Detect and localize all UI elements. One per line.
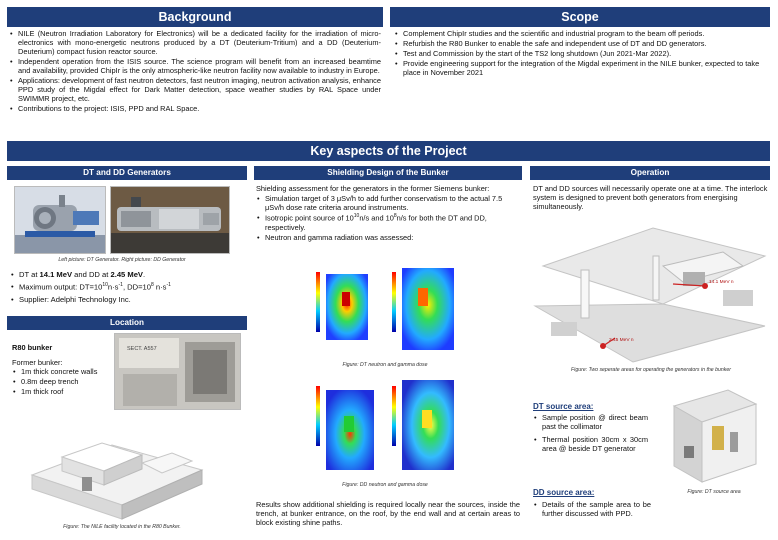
scope-bullet: • Provide engineering support for the integration of the Migdal experiment in the NILE bunker, expected to take place in November 2021	[394, 59, 768, 77]
generators-specs	[10, 270, 245, 305]
output-text: , DD=10	[122, 282, 152, 292]
operation-text: DT and DD sources will necessarily operate one at a time. The interlock system is designed to prevent both generators from energising simultaneously.	[533, 184, 768, 212]
energy-text: .	[143, 270, 146, 279]
bunker-photo-label: SECT. A557	[127, 346, 157, 352]
location-item: • 1m thick concrete walls	[12, 367, 112, 376]
location-item: • 1m thick roof	[12, 387, 112, 396]
dd-generator-photo	[110, 186, 230, 254]
background-header: Background	[7, 7, 383, 27]
dt-area-item: • Sample position @ direct beam past the collimator	[533, 413, 648, 431]
output-exp: -1	[166, 282, 171, 289]
output-text: n·s	[107, 282, 119, 292]
location-caption: Figure: The NILE facility located in the R80 Bunker.	[63, 524, 181, 530]
dt-area-caption: Figure: DT source area	[687, 489, 741, 495]
dd-energy: 2.45 MeV	[110, 270, 143, 279]
dd-gamma-dose-map	[388, 376, 456, 474]
dt-energy: 14.1 MeV	[39, 270, 73, 279]
dt-source-render	[668, 386, 760, 486]
background-bullet: • NILE (Neutron Irradiation Laboratory for Electronics) will be a dedicated facility for the irradiation of micro-electronics with mono-energetic neutrons produced by a DT (Deuterium-Tritium) and a DD (Deuterium-Deuterium) compact fusion reactor source.	[9, 29, 381, 56]
output-text: Maximum output: DT=10	[19, 282, 103, 292]
location-header: Location	[7, 316, 247, 330]
output-bullet	[10, 282, 245, 292]
scope-text	[394, 29, 768, 78]
shielding-text	[256, 184, 518, 243]
dt-area-title: DT source area:	[533, 402, 594, 411]
former-label: Former bunker:	[12, 358, 63, 368]
dd-dose-caption: Figure: DD neutron and gamma dose	[342, 482, 428, 488]
scope-header: Scope	[390, 7, 770, 27]
shielding-text: n/s for both the DT and DD, respectively.	[265, 213, 487, 232]
dt-dose-caption: Figure: DT neutron and gamma dose	[342, 362, 428, 368]
output-exp: 8	[151, 282, 154, 289]
output-text: n·s	[153, 282, 167, 292]
dt-gamma-dose-map	[388, 262, 456, 358]
shielding-results: Results show additional shielding is required locally near the sources, inside the trench, at bunker entrance, on the roof, by the end wall and at certain areas to block existing shine paths.	[256, 500, 520, 528]
location-item: • 0.8m deep trench	[12, 377, 112, 386]
dd-source-area	[533, 488, 651, 519]
dd-neutron-dose-map	[312, 376, 376, 474]
shielding-header: Shielding Design of the Bunker	[254, 166, 522, 180]
dt-neutron-dose-map	[312, 262, 372, 358]
dd-area-item: • Details of the sample area to be further discussed with PPD.	[533, 500, 651, 518]
output-exp: 10	[102, 282, 108, 289]
background-bullet: • Independent operation from the ISIS source. The science program will benefit from an increased beamtime and availability, provided ChipIr is the only atmospheric-like neutron facility now available to industry in Europe.	[9, 57, 381, 75]
dt-generator-photo	[14, 186, 106, 254]
bunker-photo	[114, 333, 241, 410]
output-exp: -1	[118, 282, 123, 289]
dt-source-area	[533, 402, 648, 454]
operation-layout-render	[533, 226, 769, 364]
energy-text: and DD at	[72, 270, 111, 279]
shielding-exp: 8	[393, 213, 397, 220]
background-bullet: • Contributions to the project: ISIS, PPD and RAL Space.	[9, 104, 381, 113]
key-aspects-header: Key aspects of the Project	[7, 141, 770, 161]
r80-title: R80 bunker	[12, 343, 53, 352]
generators-caption: Left picture: DT Generator. Right picture: DD Generator	[58, 257, 186, 263]
background-bullet: • Applications: development of fast neutron detectors, fast neutron imaging, neutron activation analysis, enhance PPD study of the Migdal effect for Dark Matter detection, space weather studies by RAL Space under SWIMMR project, etc.	[9, 76, 381, 103]
energy-bullet	[10, 270, 245, 279]
supplier-bullet: • Supplier: Adelphi Technology Inc.	[10, 295, 245, 304]
dd-area-title: DD source area:	[533, 488, 595, 497]
operation-header: Operation	[530, 166, 770, 180]
dd-beam-label: 2.45 MeV n	[609, 338, 634, 343]
operation-caption: Figure: Two seperate areas for operating the generators in the bunker	[571, 367, 731, 373]
scope-bullet: • Test and Commission by the start of the TS2 long shutdown (Jun 2021-Mar 2022).	[394, 49, 768, 58]
nile-3d-render	[22, 415, 212, 521]
energy-text: DT at	[19, 270, 40, 279]
shielding-intro: Shielding assessment for the generators in the former Siemens bunker:	[256, 184, 490, 193]
shielding-bullet	[256, 213, 518, 232]
dt-beam-label: 14.1 MeV n	[709, 280, 734, 285]
shielding-text: n/s and 10	[359, 213, 394, 223]
location-text	[12, 343, 112, 397]
generators-header: DT and DD Generators	[7, 166, 247, 180]
shielding-bullet: • Simulation target of 3 μSv/h to add further conservatism to the actual 7.5 μSv/h dose rate criteria around instruments.	[256, 194, 518, 212]
scope-bullet: • Complement ChipIr studies and the scientific and industrial program to the beam off periods.	[394, 29, 768, 38]
shielding-text: Isotropic point source of 10	[265, 213, 354, 223]
scope-bullet: • Refurbish the R80 Bunker to enable the safe and independent use of DT and DD generators.	[394, 39, 768, 48]
background-text	[9, 29, 381, 114]
shielding-exp: 10	[353, 213, 360, 220]
dt-area-item: • Thermal position 30cm x 30cm area @ beside DT generator	[533, 435, 648, 453]
shielding-bullet: • Neutron and gamma radiation was assessed:	[256, 233, 518, 242]
